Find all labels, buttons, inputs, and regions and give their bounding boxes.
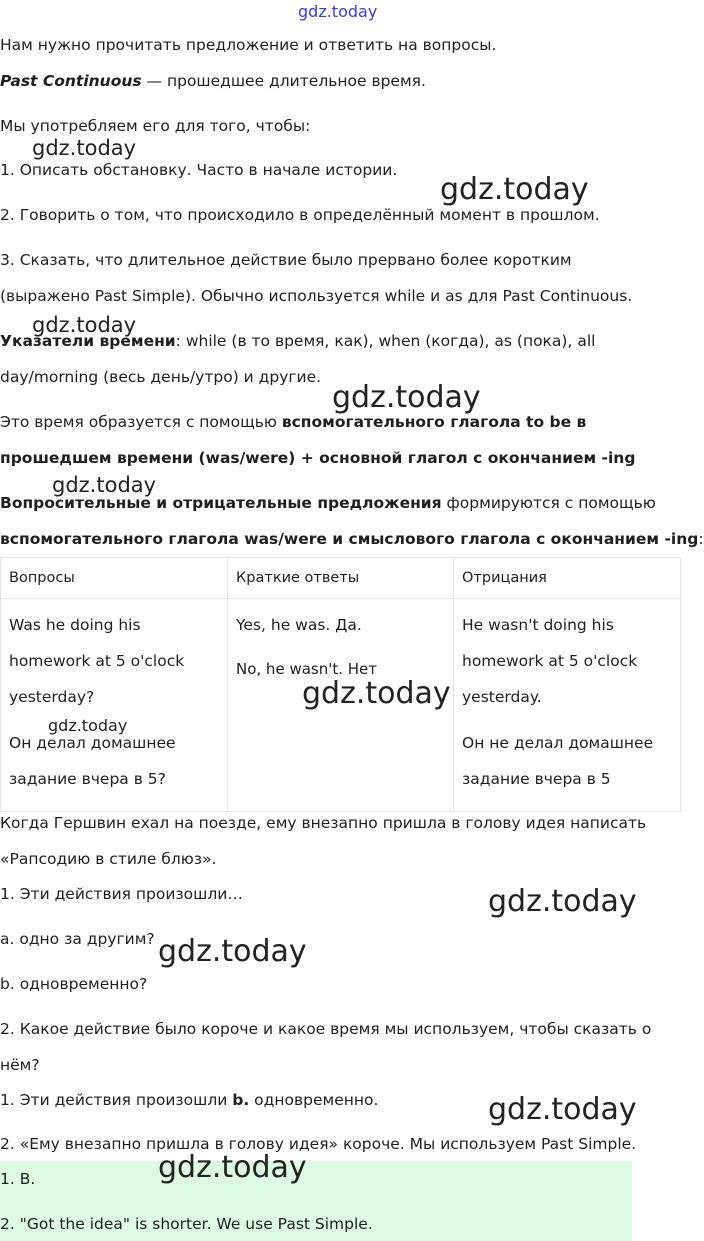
answer-1-bold: b.: [232, 1091, 250, 1109]
time-markers-line2: day/morning (весь день/утро) и другие.: [0, 368, 322, 386]
qn-end: :: [698, 530, 704, 548]
watermark: gdz.today: [158, 934, 307, 969]
cell-line: homework at 5 o'clock: [462, 652, 638, 670]
watermark: gdz.today: [32, 136, 137, 160]
cell-line: homework at 5 o'clock: [9, 652, 185, 670]
cell-line: He wasn't doing his: [462, 616, 614, 634]
cell-line: yesterday.: [462, 688, 542, 706]
definition-rest: — прошедшее длительное время.: [141, 72, 426, 90]
intro-text: Нам нужно прочитать предложение и ответить на вопросы.: [0, 36, 497, 54]
cell-line: задание вчера в 5: [462, 770, 611, 788]
question-2: 2. Какое действие было короче и какое время мы используем, чтобы сказать о: [0, 1020, 652, 1038]
qn-bold2: вспомогательного глагола was/were и смыслового глагола с окончанием -ing: [0, 530, 699, 548]
watermark: gdz.today: [48, 716, 128, 735]
watermark: gdz.today: [440, 172, 589, 207]
table-header-row: [1, 558, 681, 599]
questions-negatives-line2: [0, 528, 704, 550]
watermark: gdz.today: [302, 676, 451, 711]
use-item-1: 1. Описать обстановку. Часто в начале истории.: [0, 161, 398, 179]
watermark: gdz.today: [488, 884, 637, 919]
questions-negatives: [0, 492, 656, 514]
qn-rest1: формируются с помощью: [441, 494, 656, 512]
question-1-b: b. одновременно?: [0, 975, 148, 993]
answer-1: [0, 1089, 378, 1111]
cell-line: Yes, he was. Да.: [236, 616, 362, 634]
answer-1-lead: 1. Эти действия произошли: [0, 1091, 233, 1109]
cell-line: yesterday?: [9, 688, 95, 706]
time-markers-label: Указатели времени: [0, 332, 176, 350]
formation-lead: Это время образуется с помощью: [0, 413, 282, 431]
table-header: Вопросы: [1, 558, 228, 599]
question-2-cont: нём?: [0, 1056, 40, 1074]
watermark: gdz.today: [488, 1092, 637, 1127]
use-item-3-cont: (выражено Past Simple). Обычно используется while и as для Past Continuous.: [0, 287, 633, 305]
answer-1-rest: одновременно.: [249, 1091, 379, 1109]
watermark: gdz.today: [52, 473, 157, 497]
time-markers: [0, 330, 595, 352]
story-line-2: «Рапсодию в стиле блюз».: [0, 850, 217, 868]
table-cell-questions: [1, 599, 228, 812]
cell-line: No, he wasn't. Нет: [236, 660, 378, 678]
cell-line: Он делал домашнее: [9, 734, 176, 752]
formation-bold1: вспомогательного глагола to be в: [281, 413, 587, 431]
story-line-1: Когда Гершвин ехал на поезде, ему внезапно пришла в голову идея написать: [0, 814, 647, 832]
question-1: 1. Эти действия произошли…: [0, 885, 243, 903]
answer-2: 2. «Ему внезапно пришла в голову идея» короче. Мы используем Past Simple.: [0, 1135, 637, 1153]
watermark: gdz.today: [32, 313, 137, 337]
table-cell-negatives: [454, 599, 681, 812]
final-answer-2: 2. "Got the idea" is shorter. We use Past Simple.: [0, 1215, 373, 1233]
use-item-3: 3. Сказать, что длительное действие было прервано более коротким: [0, 251, 572, 269]
watermark: gdz.today: [332, 380, 481, 415]
table-header: Краткие ответы: [228, 558, 454, 599]
question-1-a: a. одно за другим?: [0, 930, 155, 948]
cell-line: Was he doing his: [9, 616, 141, 634]
uses-intro: Мы употребляем его для того, чтобы:: [0, 117, 311, 135]
use-item-2: 2. Говорить о том, что происходило в определённый момент в прошлом.: [0, 206, 600, 224]
definition: [0, 70, 426, 92]
formation-bold2: [0, 447, 635, 469]
formation: [0, 411, 586, 433]
final-answer-1: 1. B.: [0, 1170, 36, 1188]
formation-bold2-text: прошедшем времени (was/were) + основной глагол с окончанием -ing: [0, 449, 636, 467]
definition-term: Past Continuous: [0, 72, 142, 90]
watermark-top: gdz.today: [298, 2, 378, 21]
qn-bold1: Вопросительные и отрицательные предложения: [0, 494, 442, 512]
watermark: gdz.today: [158, 1150, 307, 1185]
cell-line: Он не делал домашнее: [462, 734, 654, 752]
table-header: Отрицания: [454, 558, 681, 599]
cell-line: задание вчера в 5?: [9, 770, 166, 788]
time-markers-line1: : while (в то время, как), when (когда), as (пока), all: [175, 332, 596, 350]
